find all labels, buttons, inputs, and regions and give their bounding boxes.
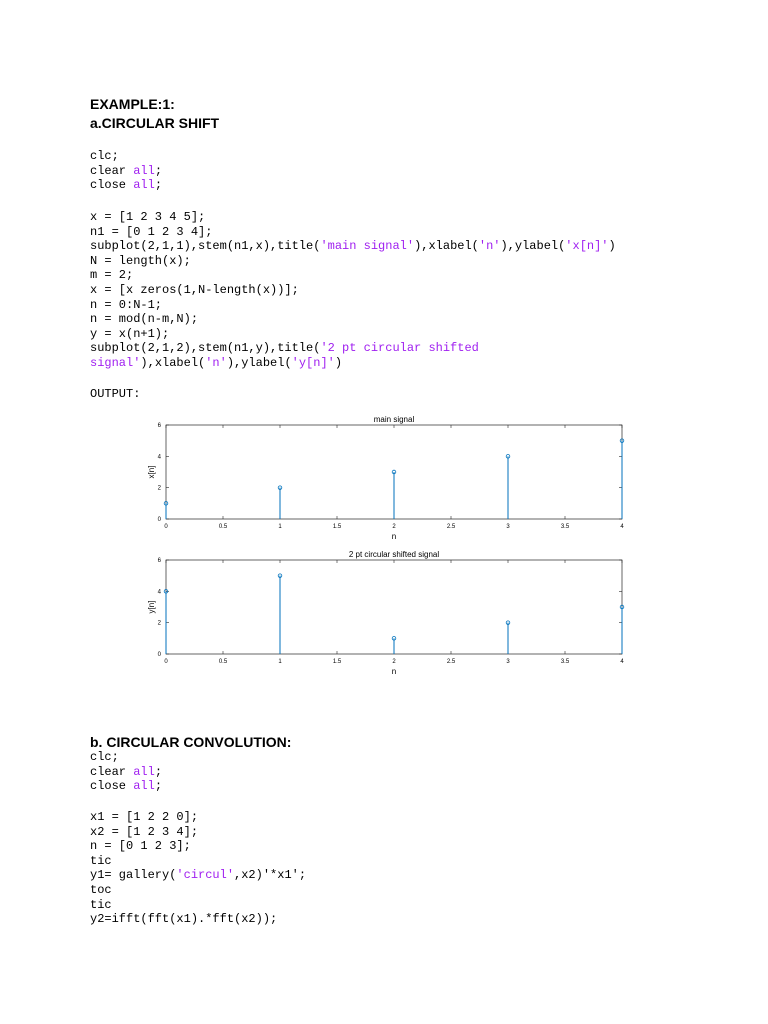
code-line: n = 0:N-1;	[90, 297, 163, 312]
code-line: y2=ifft(fft(x1).*fft(x2));	[90, 912, 278, 927]
main-signal-chart	[140, 410, 640, 550]
x-tick-label: 0.5	[218, 659, 228, 665]
x-tick-label: 0.5	[218, 524, 228, 530]
code-line: m = 2;	[90, 268, 134, 283]
code-line: subplot(2,1,1),stem(n1,x),title('main signal'),xlabel('n'),ylabel('x[n]')	[90, 239, 616, 254]
code-line: y = x(n+1);	[90, 326, 170, 341]
x-tick-label: 3	[506, 659, 510, 665]
y-axis-label: x[n]	[147, 465, 156, 479]
code-line: clear all;	[90, 764, 163, 779]
code-line: toc	[90, 882, 112, 897]
code-line: close all;	[90, 178, 163, 193]
x-axis-label: n	[391, 667, 397, 676]
code-line: close all;	[90, 779, 163, 794]
x-tick-label: 2.5	[446, 524, 456, 530]
code-block-a1	[90, 149, 162, 193]
y-tick-label: 0	[157, 517, 161, 523]
y-tick-label: 2	[157, 620, 161, 627]
y-tick-label: 0	[157, 652, 161, 658]
x-tick-label: 4	[620, 659, 624, 665]
circular-shift-chart	[140, 545, 640, 685]
x-tick-label: 2	[392, 659, 396, 665]
code-block-b2	[90, 810, 306, 927]
x-tick-label: 1.5	[332, 659, 342, 665]
y-tick-label: 2	[157, 485, 161, 492]
code-line: x1 = [1 2 2 0];	[90, 810, 199, 824]
code-line: x = [x zeros(1,N-length(x))];	[90, 282, 299, 297]
code-line: N = length(x);	[90, 253, 191, 268]
x-tick-label: 2.5	[446, 659, 456, 665]
x-tick-label: 4	[620, 524, 624, 530]
x-axis-label: n	[391, 532, 397, 541]
section-a-title: a.CIRCULAR SHIFT	[90, 115, 220, 131]
y-axis-label: y[n]	[147, 600, 156, 614]
x-tick-label: 0	[164, 659, 168, 665]
chart-title: main signal	[373, 415, 415, 424]
code-line: x = [1 2 3 4 5];	[90, 210, 206, 224]
y-tick-label: 4	[157, 589, 161, 596]
code-block-b1	[90, 750, 162, 794]
code-line: subplot(2,1,2),stem(n1,y),title('2 pt circular shifted	[90, 341, 479, 356]
output-label: OUTPUT:	[90, 387, 141, 401]
code-block-a2	[90, 210, 616, 371]
x-tick-label: 1	[278, 524, 282, 530]
code-line: clc;	[90, 149, 119, 163]
y-tick-label: 4	[157, 454, 161, 461]
code-line: signal'),xlabel('n'),ylabel('y[n]')	[90, 355, 343, 370]
code-line: clc;	[90, 750, 119, 764]
code-line: n1 = [0 1 2 3 4];	[90, 224, 213, 239]
x-tick-label: 1.5	[332, 524, 342, 530]
x-tick-label: 3.5	[560, 659, 570, 665]
y-tick-label: 6	[157, 558, 161, 564]
code-line: tic	[90, 897, 112, 912]
code-line: y1= gallery('circul',x2)'*x1';	[90, 868, 307, 883]
code-line: x2 = [1 2 3 4];	[90, 824, 199, 839]
x-tick-label: 1	[278, 659, 282, 665]
section-b-title: b. CIRCULAR CONVOLUTION:	[90, 734, 292, 750]
x-tick-label: 3	[506, 524, 510, 530]
code-line: tic	[90, 853, 112, 868]
code-line: n = mod(n-m,N);	[90, 312, 199, 327]
x-tick-label: 2	[392, 524, 396, 530]
example-label: EXAMPLE:1:	[90, 96, 175, 112]
code-line: n = [0 1 2 3];	[90, 839, 191, 854]
x-tick-label: 0	[164, 524, 168, 530]
y-tick-label: 6	[157, 423, 161, 429]
x-tick-label: 3.5	[560, 524, 570, 530]
chart-title: 2 pt circular shifted signal	[348, 550, 440, 559]
code-line: clear all;	[90, 163, 163, 178]
